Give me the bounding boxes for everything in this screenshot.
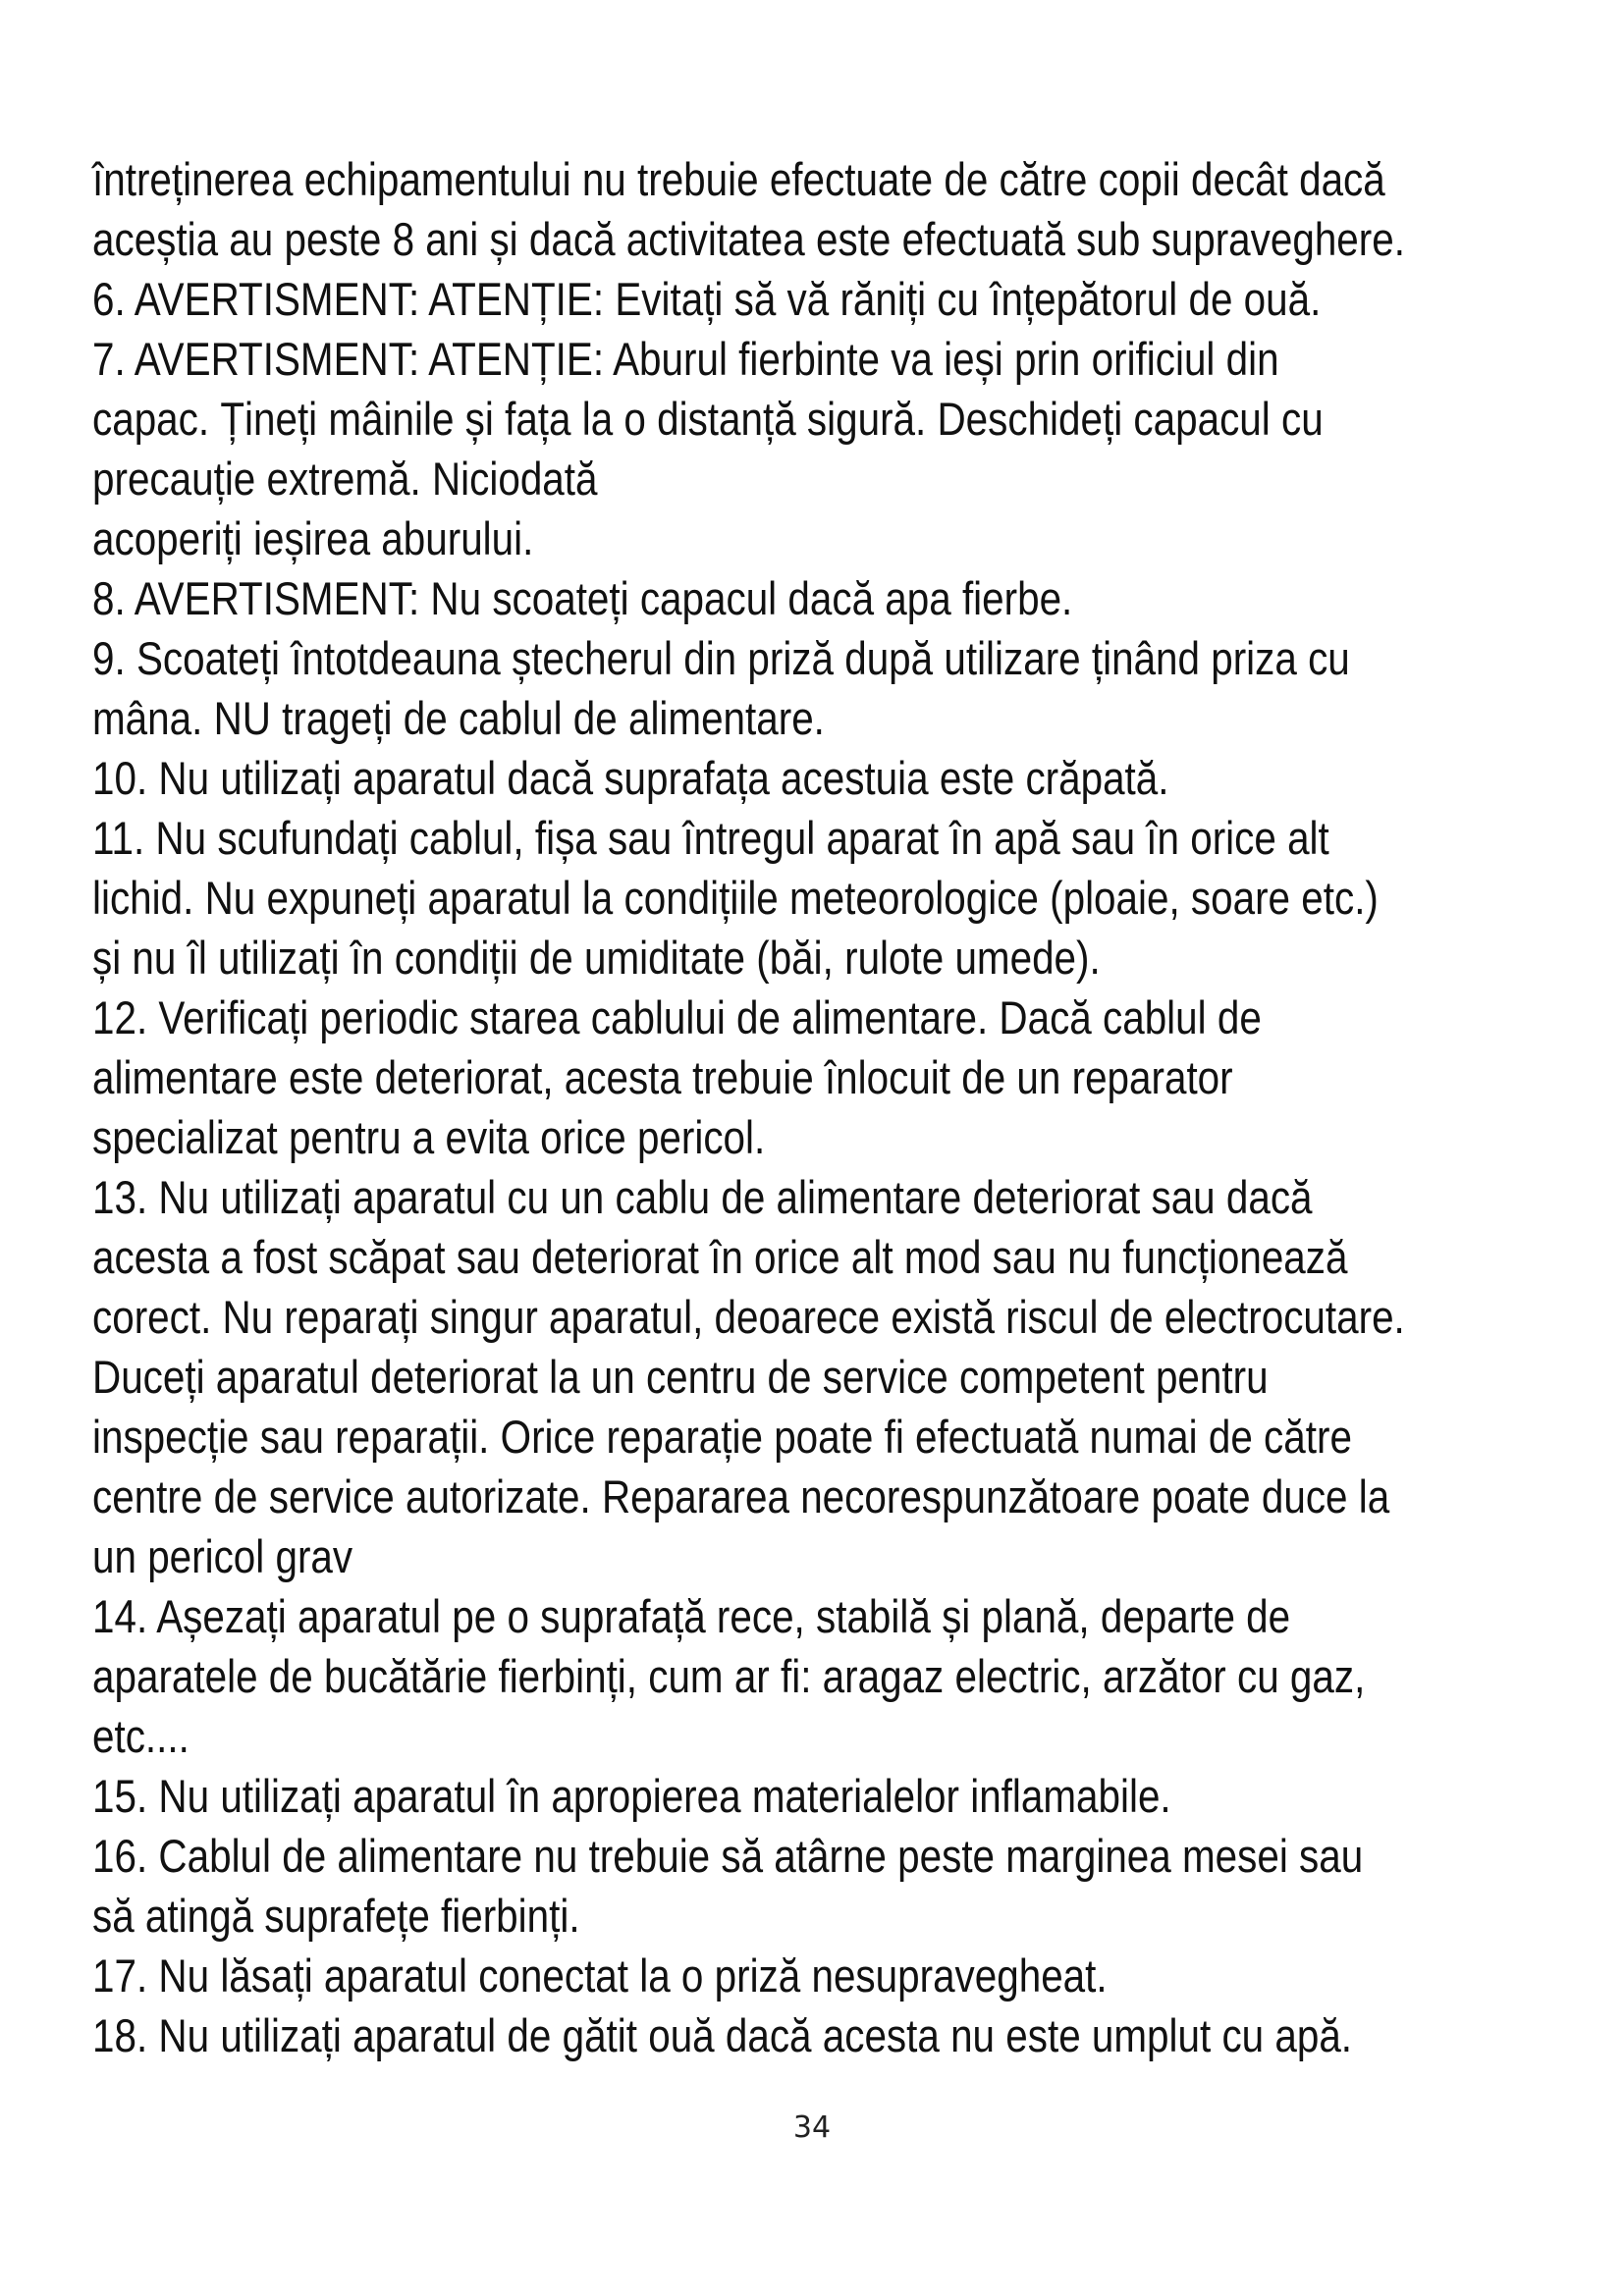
text-line: 13. Nu utilizați aparatul cu un cablu de alimentare deteriorat sau dacă xyxy=(92,1171,1313,1223)
text-line: inspecție sau reparații. Orice reparație poate fi efectuată numai de către xyxy=(92,1411,1352,1463)
text-line: lichid. Nu expuneți aparatul la condițiile meteorologice (ploaie, soare etc.) xyxy=(92,872,1379,924)
text-line: 16. Cablul de alimentare nu trebuie să atârne peste marginea mesei sau xyxy=(92,1830,1364,1882)
text-line: și nu îl utilizați în condiții de umiditate (băi, rulote umede). xyxy=(92,932,1101,984)
safety-instructions-text xyxy=(92,149,1544,2065)
text-line: 12. Verificați periodic starea cablului de alimentare. Dacă cablul de xyxy=(92,991,1262,1043)
text-line: 9. Scoateți întotdeauna ștecherul din priză după utilizare ținând priza cu xyxy=(92,632,1350,684)
text-line: 15. Nu utilizați aparatul în apropierea materialelor inflamabile. xyxy=(92,1770,1171,1822)
text-line: centre de service autorizate. Repararea necorespunzătoare poate duce la xyxy=(92,1470,1390,1522)
text-line: 7. AVERTISMENT: ATENȚIE: Aburul fierbinte va ieși prin orificiul din xyxy=(92,333,1279,385)
text-line: precauție extremă. Niciodată xyxy=(92,453,598,505)
text-line: acoperiți ieșirea aburului. xyxy=(92,512,534,564)
text-line: 10. Nu utilizați aparatul dacă suprafața acestuia este crăpată. xyxy=(92,752,1169,804)
text-line: mâna. NU trageți de cablul de alimentare. xyxy=(92,692,825,744)
text-line: întreținerea echipamentului nu trebuie efectuate de către copii decât dacă xyxy=(92,153,1385,205)
page-number: 34 xyxy=(792,2110,832,2145)
text-line: aparatele de bucătărie fierbinți, cum ar fi: aragaz electric, arzător cu gaz, xyxy=(92,1650,1366,1702)
text-line: acesta a fost scăpat sau deteriorat în orice alt mod sau nu funcționează xyxy=(92,1231,1348,1283)
text-line: alimentare este deteriorat, acesta trebuie înlocuit de un reparator xyxy=(92,1051,1233,1103)
text-line: specializat pentru a evita orice pericol. xyxy=(92,1111,766,1163)
text-line: 6. AVERTISMENT: ATENȚIE: Evitați să vă răniți cu înțepătorul de ouă. xyxy=(92,273,1322,325)
text-line: 8. AVERTISMENT: Nu scoateți capacul dacă apa fierbe. xyxy=(92,572,1073,624)
text-line: corect. Nu reparați singur aparatul, deoarece există riscul de electrocutare. xyxy=(92,1291,1405,1343)
text-line: un pericol grav xyxy=(92,1530,353,1582)
text-line: capac. Țineți mâinile și fața la o distanță sigură. Deschideți capacul cu xyxy=(92,393,1324,445)
text-line: Duceți aparatul deteriorat la un centru de service competent pentru xyxy=(92,1351,1269,1403)
text-line: să atingă suprafețe fierbinți. xyxy=(92,1890,580,1942)
text-line: 17. Nu lăsați aparatul conectat la o priză nesupravegheat. xyxy=(92,1949,1108,2002)
text-line: 18. Nu utilizați aparatul de gătit ouă dacă acesta nu este umplut cu apă. xyxy=(92,2009,1353,2061)
text-line: etc.... xyxy=(92,1710,189,1762)
text-line: 14. Așezați aparatul pe o suprafață rece, stabilă și plană, departe de xyxy=(92,1590,1291,1642)
text-line: 11. Nu scufundați cablul, fișa sau întregul aparat în apă sau în orice alt xyxy=(92,812,1329,864)
text-line: aceștia au peste 8 ani și dacă activitatea este efectuată sub supraveghere. xyxy=(92,213,1405,265)
